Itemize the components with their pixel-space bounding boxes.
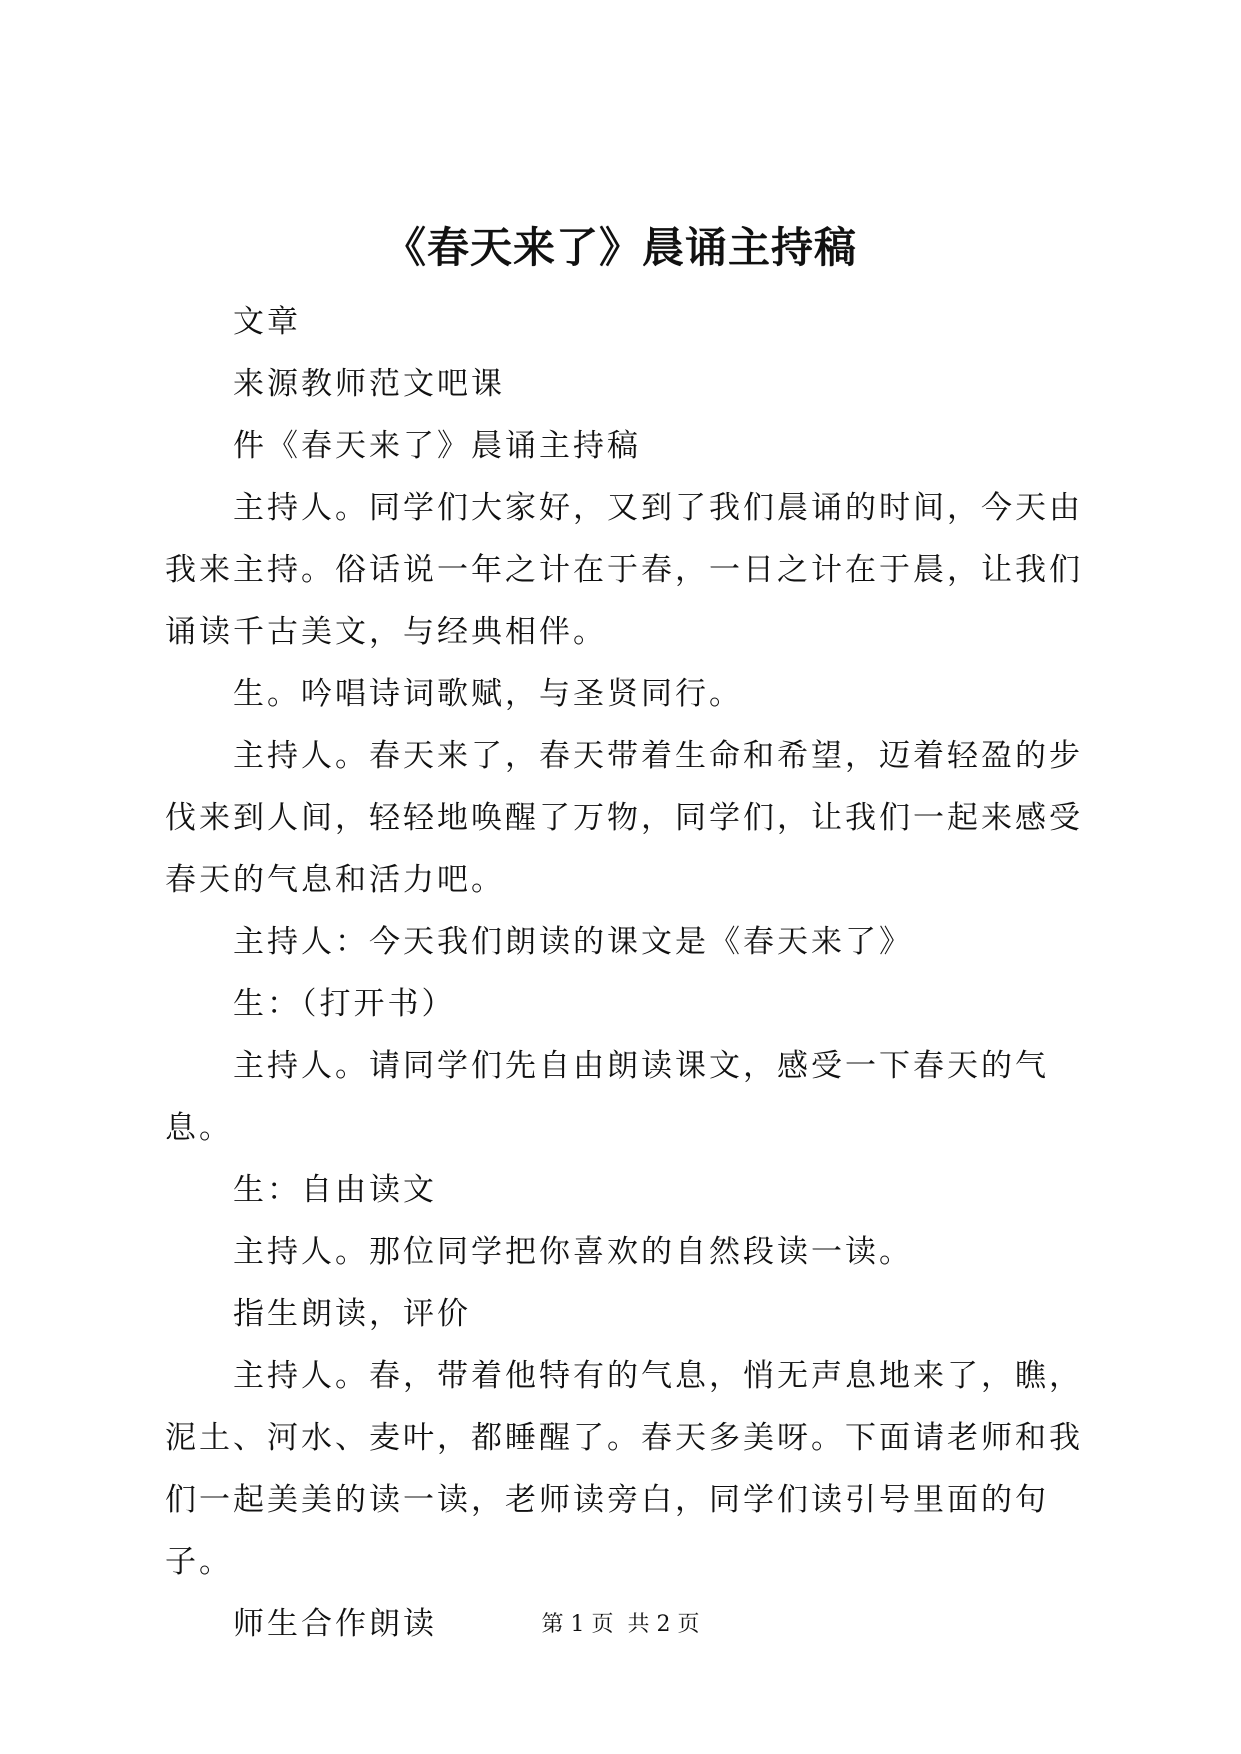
paragraph: 主持人。同学们大家好，又到了我们晨诵的时间，今天由我来主持。俗话说一年之计在于春，一日之计在于晨，让我们诵读千古美文，与经典相伴。 xyxy=(165,490,1083,650)
paragraph: 指生朗读，评价 xyxy=(233,1296,471,1332)
paragraph: 件《春天来了》晨诵主持稿 xyxy=(233,428,641,464)
document-body xyxy=(165,291,1085,1655)
paragraph: 主持人：今天我们朗读的课文是《春天来了》 xyxy=(233,924,913,960)
paragraph: 文章 xyxy=(233,304,301,340)
paragraph: 主持人。那位同学把你喜欢的自然段读一读。 xyxy=(233,1234,913,1270)
page-total: 共 2 页 xyxy=(627,1612,700,1637)
paragraph: 主持人。请同学们先自由朗读课文，感受一下春天的气息。 xyxy=(165,1048,1049,1146)
paragraph: 主持人。春，带着他特有的气息，悄无声息地来了，瞧，泥土、河水、麦叶，都睡醒了。春天多美呀。下面请老师和我们一起美美的读一读，老师读旁白，同学们读引号里面的句子。 xyxy=(165,1358,1083,1580)
paragraph: 主持人。春天来了，春天带着生命和希望，迈着轻盈的步伐来到人间，轻轻地唤醒了万物，同学们，让我们一起来感受春天的气息和活力吧。 xyxy=(165,738,1083,898)
paragraph: 师生合作朗读 xyxy=(233,1606,437,1642)
page-footer xyxy=(0,1610,1241,1640)
page-number: 第 1 页 xyxy=(541,1612,614,1637)
document-title: 《春天来了》晨诵主持稿 xyxy=(383,223,857,272)
paragraph: 生：自由读文 xyxy=(233,1172,437,1208)
paragraph: 生：（打开书） xyxy=(233,986,456,1022)
paragraph: 来源教师范文吧课 xyxy=(233,366,505,402)
paragraph: 生。吟唱诗词歌赋，与圣贤同行。 xyxy=(233,676,743,712)
